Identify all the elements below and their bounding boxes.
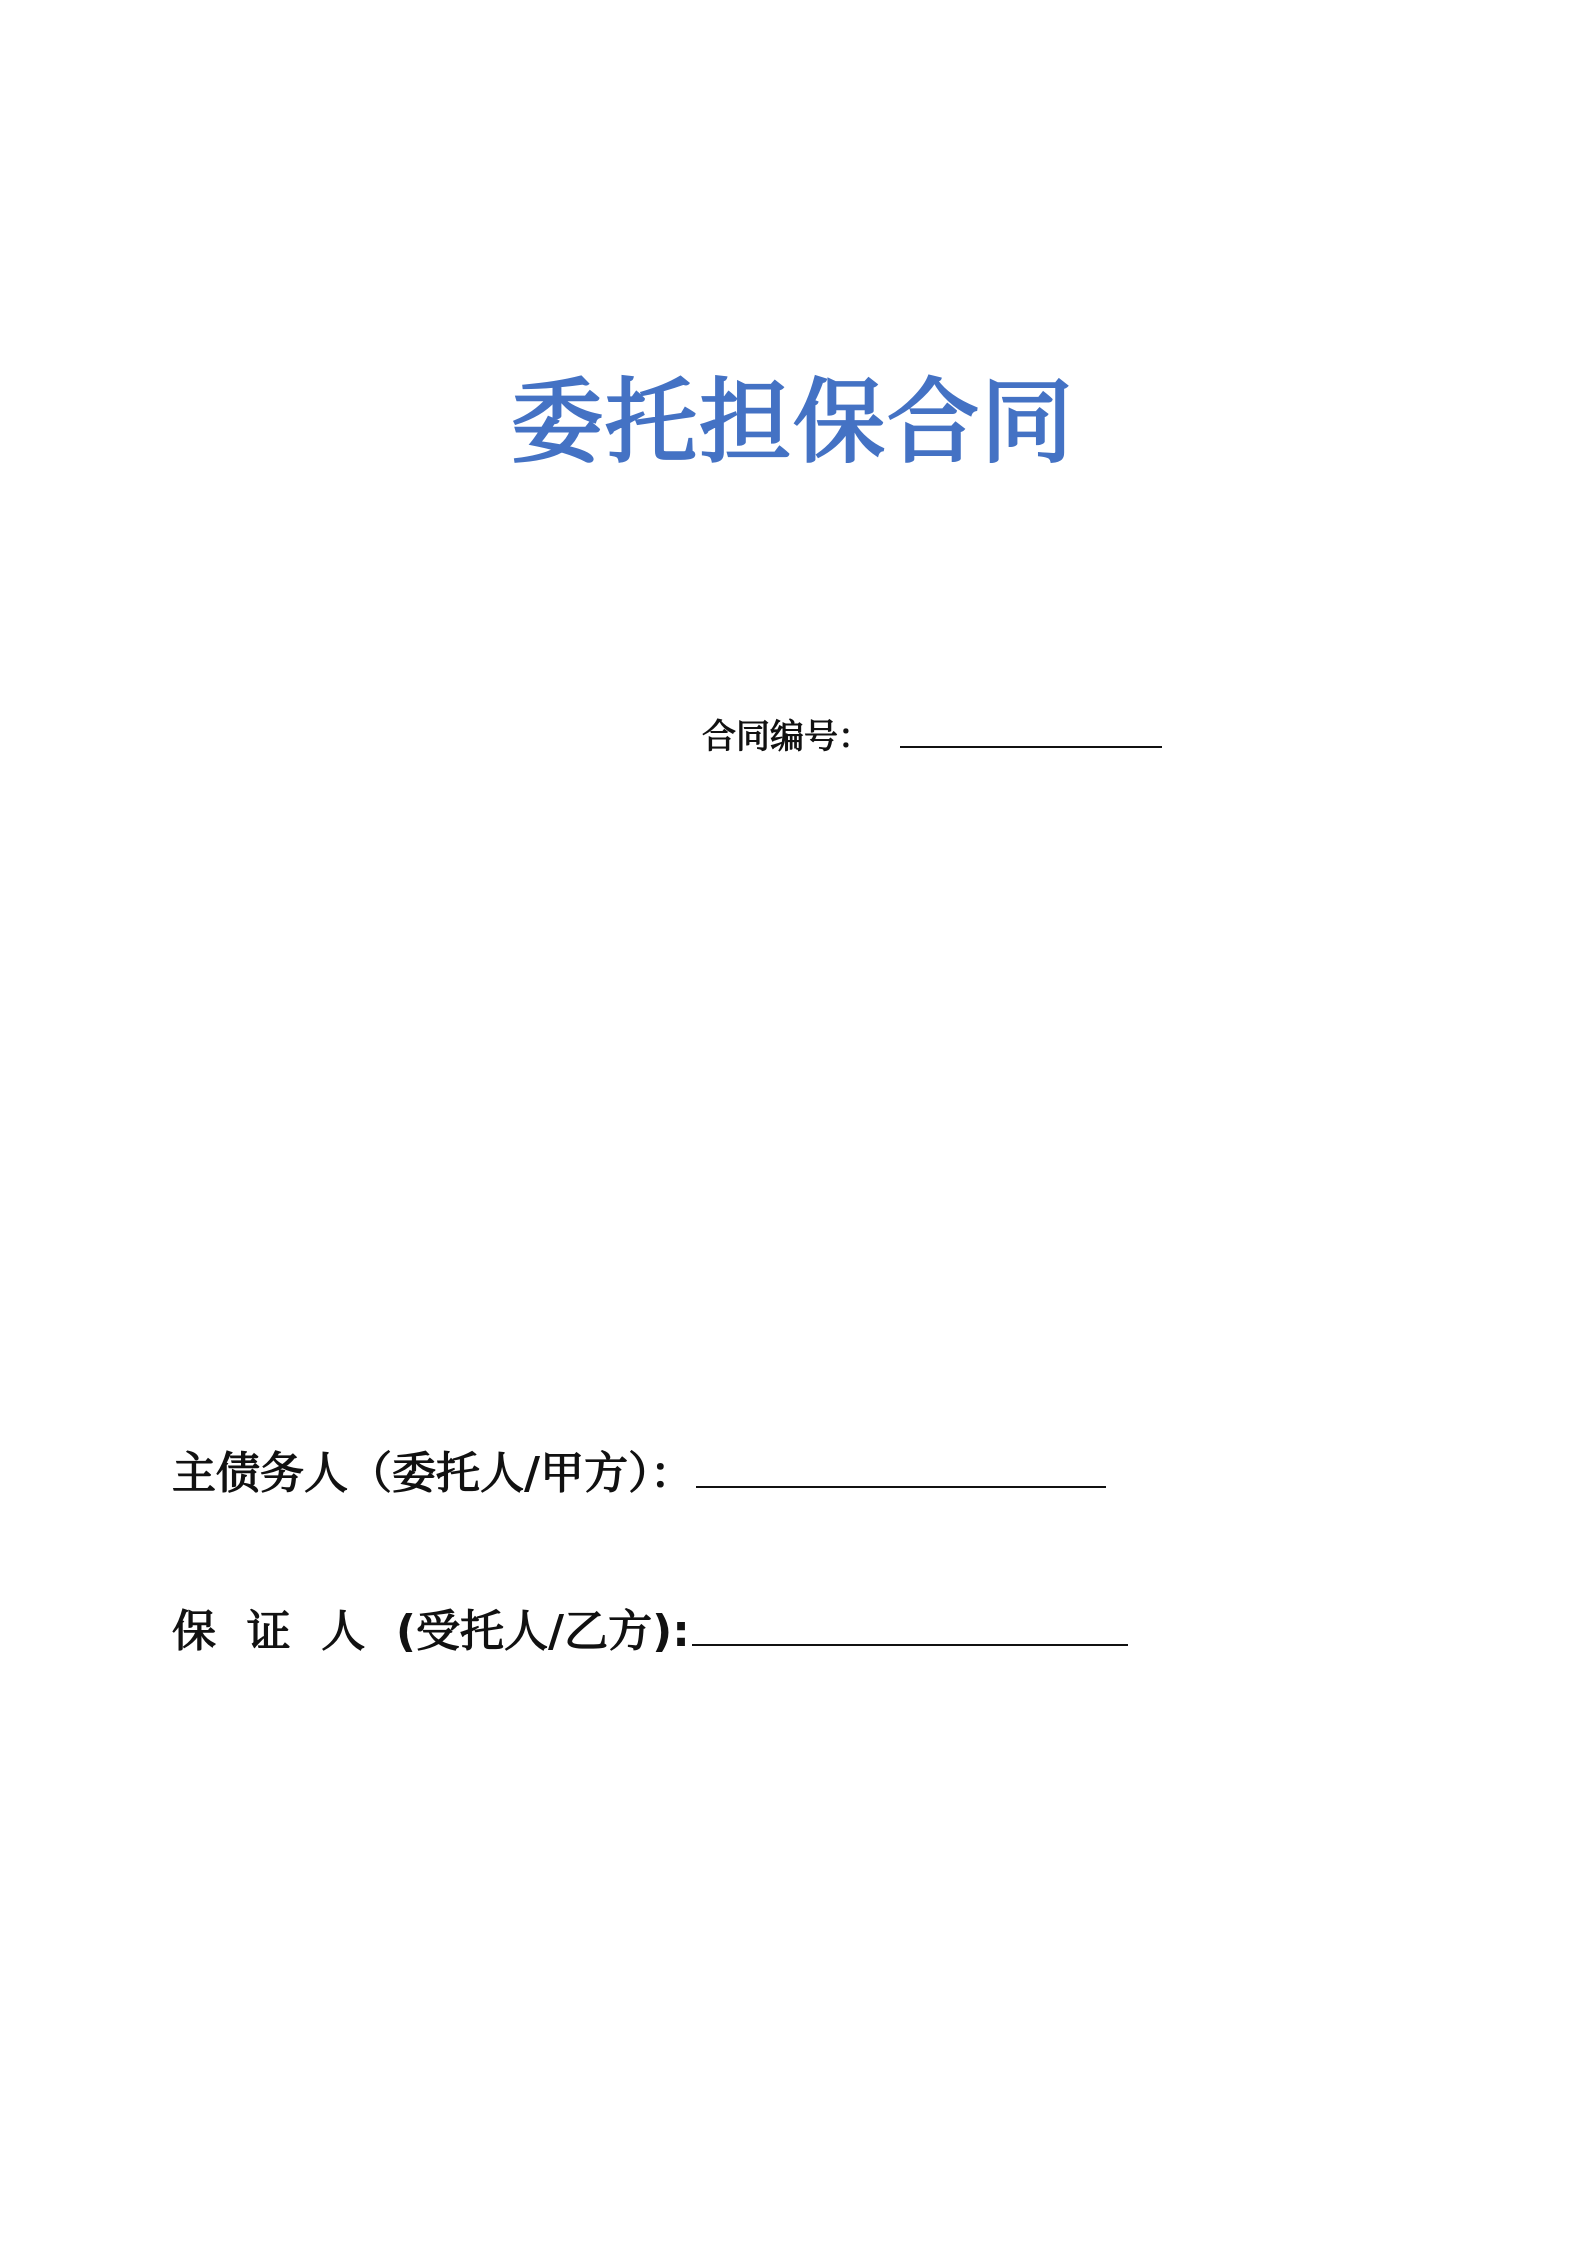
guarantor-field[interactable] (692, 1598, 1128, 1646)
debtor-label: 主债务人（委托人/甲方）： (172, 1448, 695, 1499)
guarantor-label: 保 证 人 (受托人/乙方): (172, 1606, 690, 1657)
guarantor-row (172, 1598, 1128, 1657)
debtor-row (172, 1440, 1106, 1499)
debtor-field[interactable] (696, 1440, 1106, 1488)
document-title: 委托担保合同 (510, 369, 1075, 476)
contract-number-label: 合同编号： (702, 717, 872, 757)
contract-number-field[interactable] (900, 708, 1162, 748)
contract-number-row (702, 708, 1162, 757)
